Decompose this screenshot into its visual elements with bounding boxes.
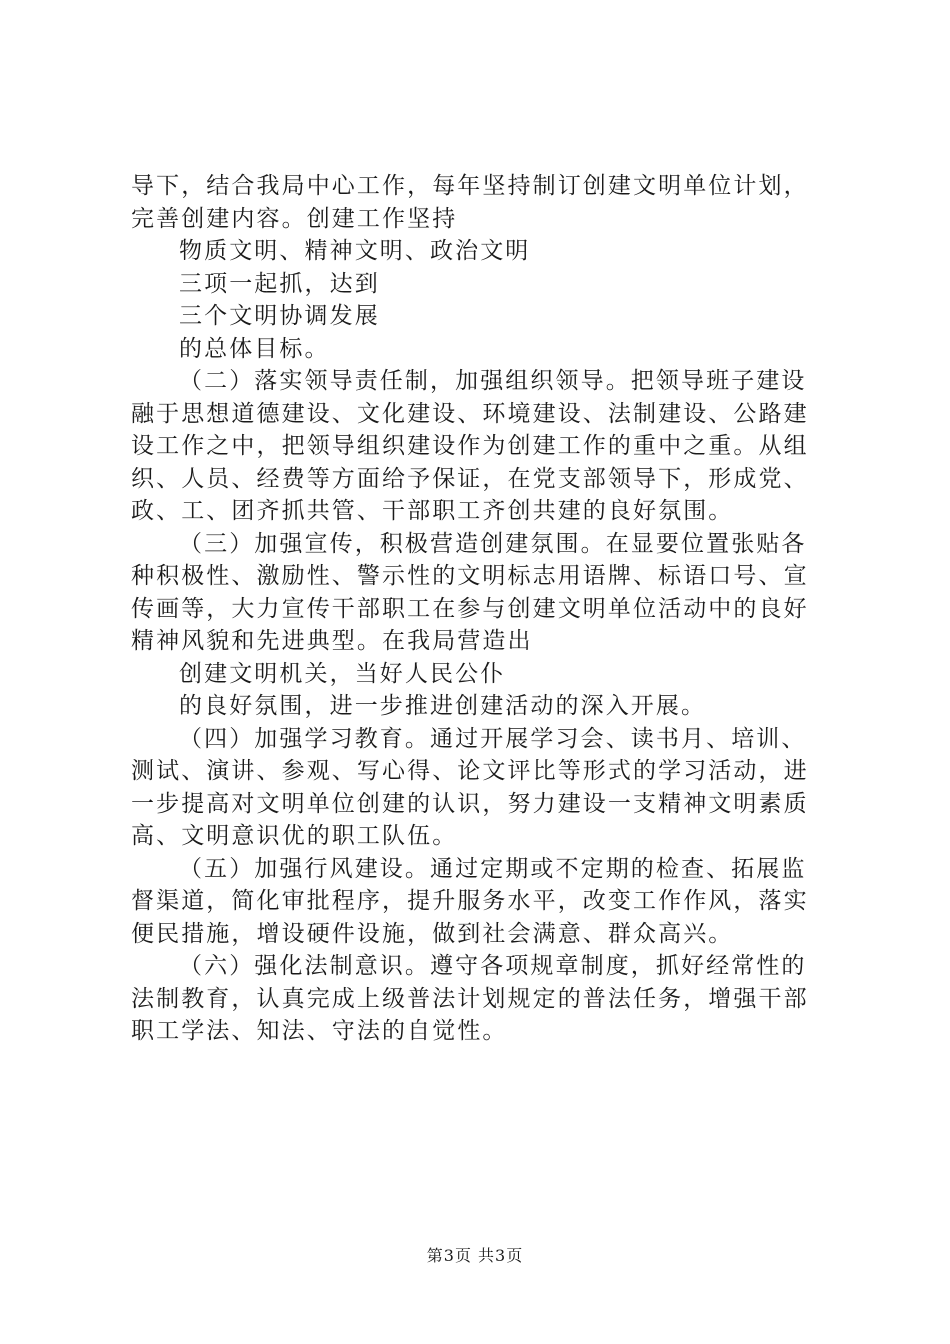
text-line: （四）加强学习教育。通过开展学习会、读书月、培训、 — [179, 725, 807, 752]
text-line: （六）强化法制意识。遵守各项规章制度，抓好经常性的 — [179, 953, 807, 979]
text-line: 的良好氛围，进一步推进创建活动的深入开展。 — [179, 693, 707, 719]
text-line: 一步提高对文明单位创建的认识，努力建设一支精神文明素质 — [131, 790, 809, 817]
body-text — [131, 170, 831, 1048]
text-line: （五）加强行风建设。通过定期或不定期的检查、拓展监 — [179, 855, 807, 882]
text-line: 导下，结合我局中心工作，每年坚持制订创建文明单位计划， — [131, 173, 809, 199]
text-line: 督渠道，简化审批程序，提升服务水平，改变工作作风，落实 — [131, 888, 809, 914]
text-line: 设工作之中，把领导组织建设作为创建工作的重中之重。从组 — [131, 433, 809, 459]
text-line: 测试、演讲、参观、写心得、论文评比等形式的学习活动，进 — [131, 758, 809, 784]
text-line: 种积极性、激励性、警示性的文明标志用语牌、标语口号、宣 — [131, 563, 809, 589]
text-line: （二）落实领导责任制，加强组织领导。把领导班子建设 — [179, 368, 807, 394]
text-line: 便民措施，增设硬件设施，做到社会满意、群众高兴。 — [131, 920, 734, 947]
text-line: 高、文明意识优的职工队伍。 — [131, 823, 458, 849]
text-line: 的总体目标。 — [179, 335, 330, 362]
text-line: 职工学法、知法、守法的自觉性。 — [131, 1018, 508, 1044]
text-line: （三）加强宣传，积极营造创建氛围。在显要位置张贴各 — [179, 530, 807, 557]
text-line: 精神风貌和先进典型。在我局营造出 — [131, 628, 533, 654]
text-line: 创建文明机关，当好人民公仆 — [179, 660, 506, 687]
text-line: 物质文明、精神文明、政治文明 — [179, 238, 531, 264]
text-line: 法制教育，认真完成上级普法计划规定的普法任务，增强干部 — [131, 985, 809, 1012]
text-line: 传画等，大力宣传干部职工在参与创建文明单位活动中的良好 — [131, 595, 809, 622]
text-line: 三项一起抓，达到 — [179, 270, 380, 297]
text-line: 融于思想道德建设、文化建设、环境建设、法制建设、公路建 — [131, 400, 809, 427]
text-line: 完善创建内容。创建工作坚持 — [131, 205, 458, 232]
text-line: 三个文明协调发展 — [179, 303, 380, 329]
page-footer: 第3页 共3页 — [426, 1246, 524, 1265]
text-line: 政、工、团齐抓共管、干部职工齐创共建的良好氛围。 — [131, 498, 734, 524]
text-line: 织、人员、经费等方面给予保证，在党支部领导下，形成党、 — [131, 465, 809, 492]
